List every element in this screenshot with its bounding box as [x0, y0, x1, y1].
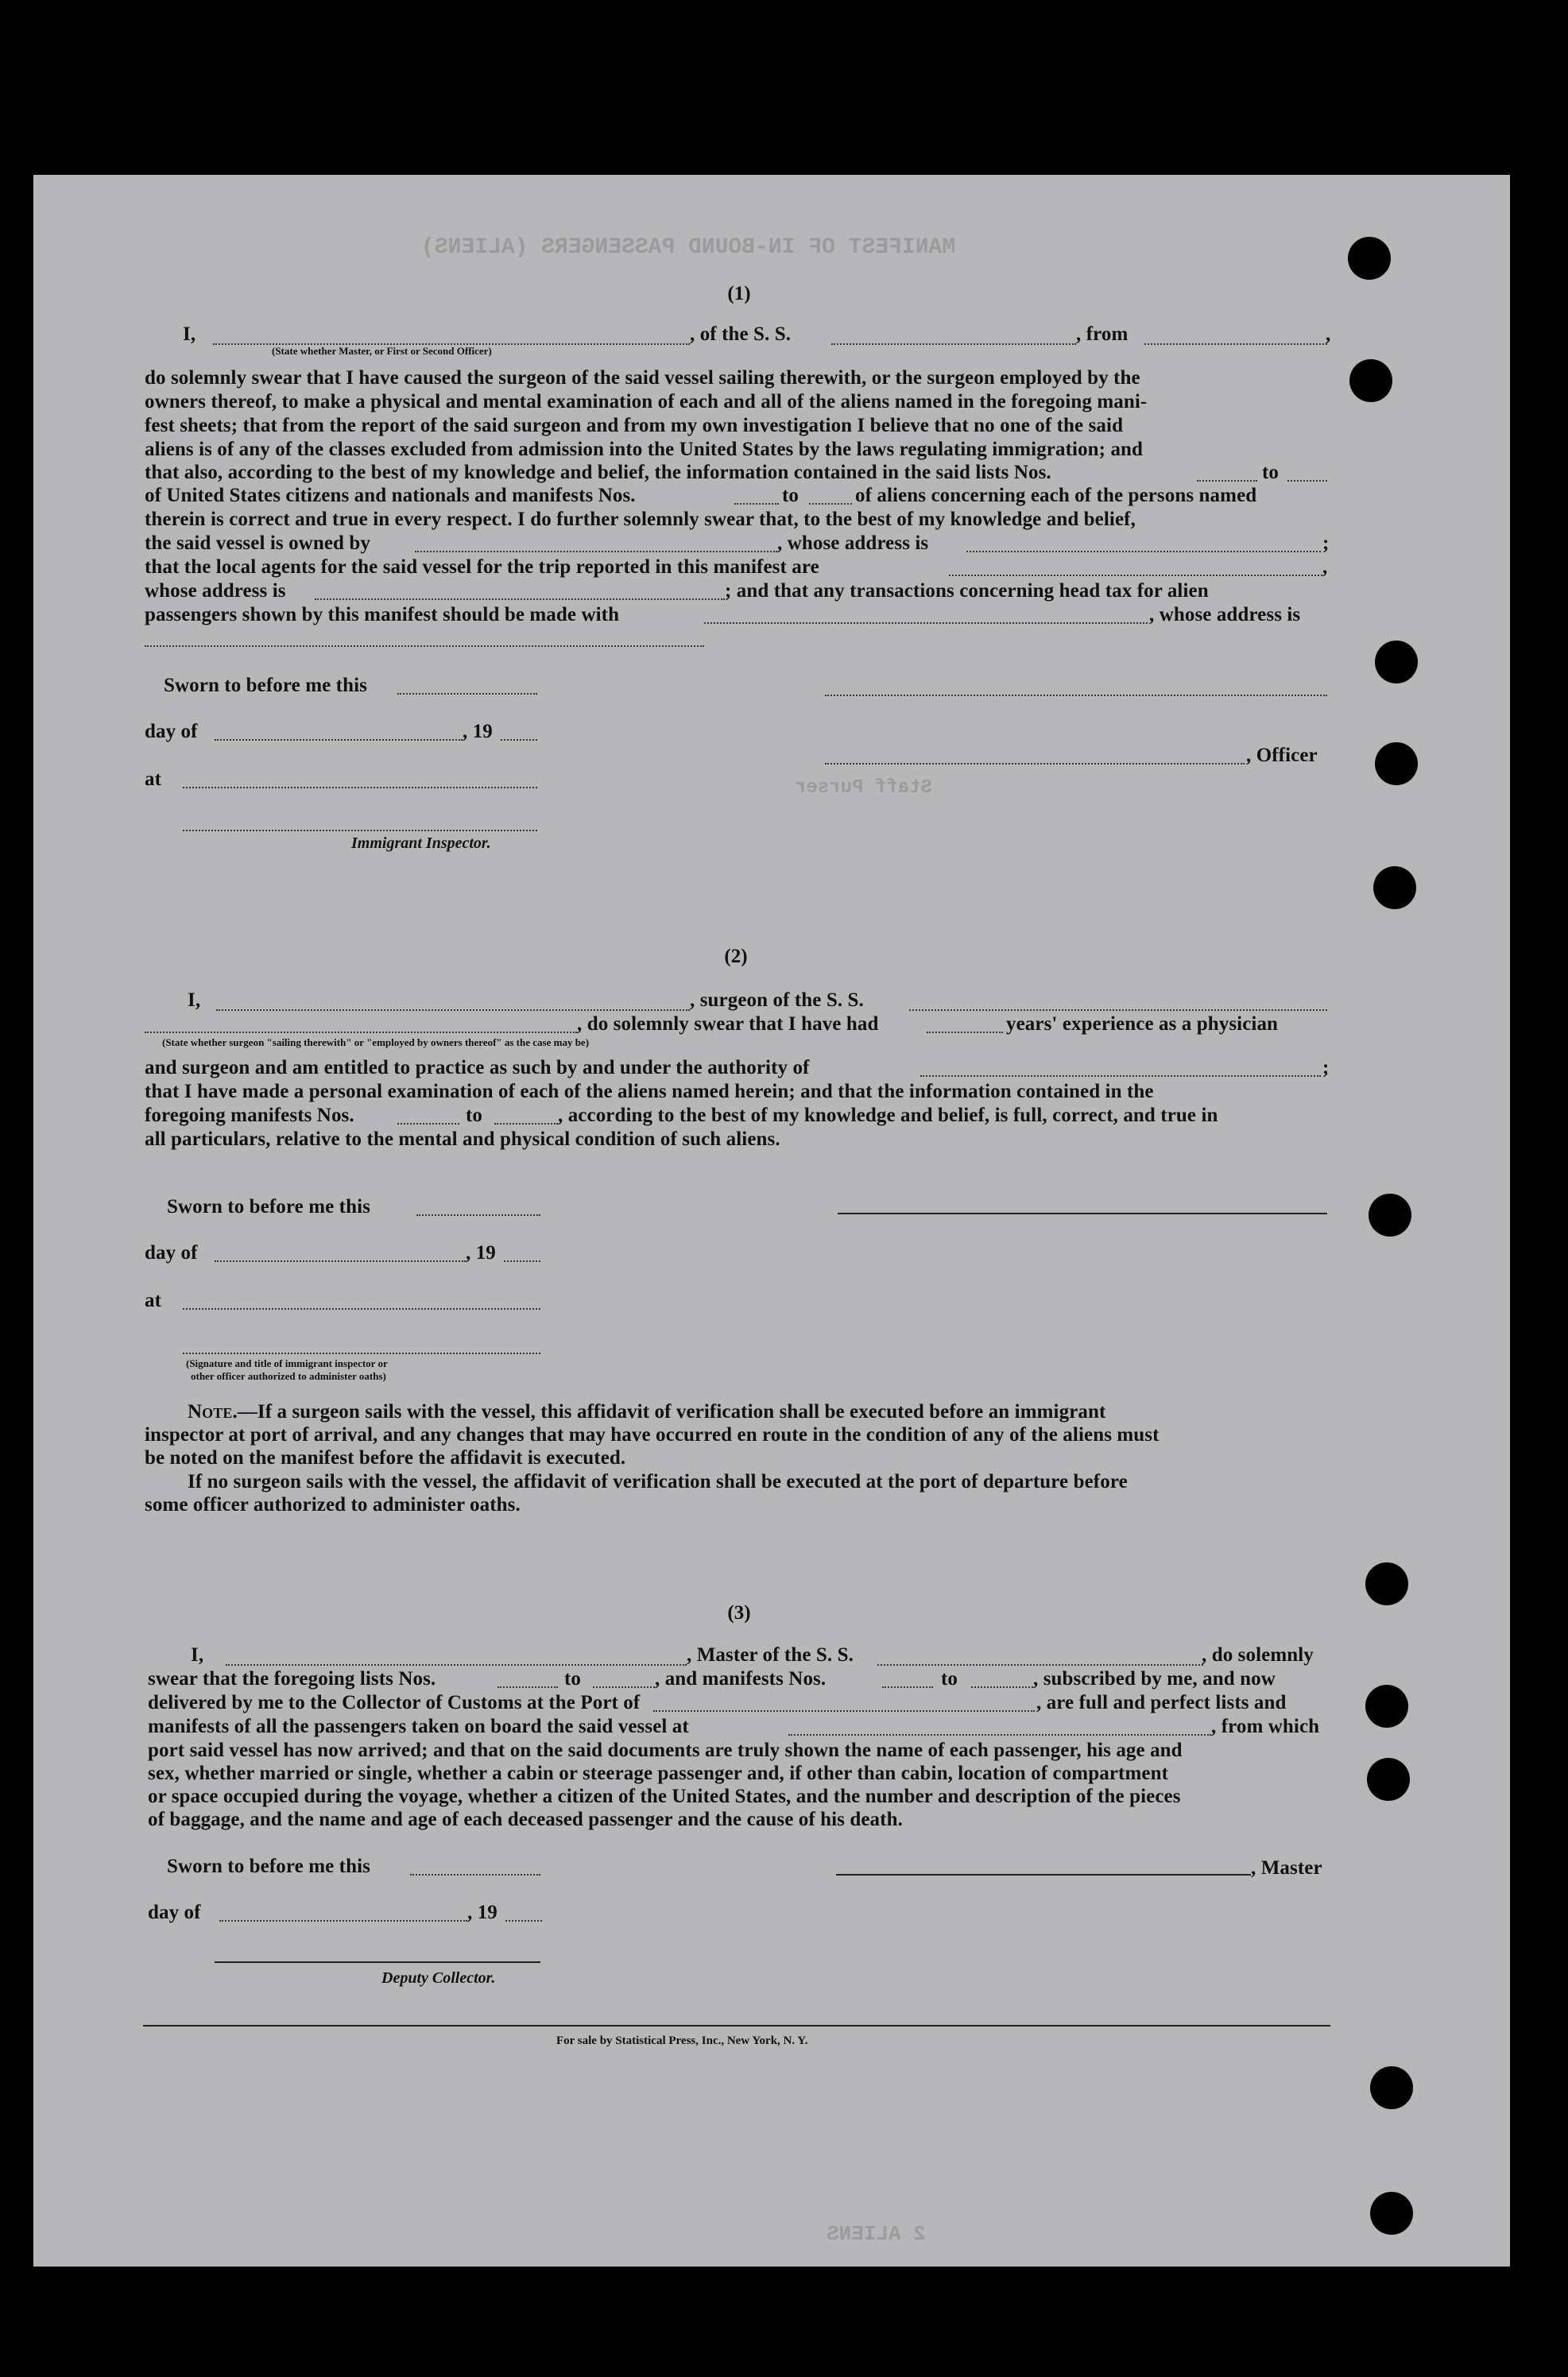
s3-taken-label: manifests of all the passengers taken on board the said vessel at [148, 1716, 689, 1737]
s3-port-label: delivered by me to the Collector of Customs at the Port of [148, 1692, 641, 1713]
s2-authority-blank [920, 1075, 1321, 1077]
s1-para-line: that also, according to the best of my knowledge and belief, the information contained in the said lists Nos. [145, 462, 1051, 483]
s1-from-blank [1144, 343, 1327, 345]
s2-sig-note: other officer authorized to administer oaths) [191, 1370, 386, 1382]
s1-inspector-label: Immigrant Inspector. [351, 834, 491, 852]
s1-agents-address-blank [315, 598, 725, 600]
punch-hole [1349, 359, 1392, 402]
s3-para-line: of baggage, and the name and age of each deceased passenger and the cause of his death. [148, 1809, 903, 1830]
s1-to: to [1262, 462, 1280, 483]
s1-owner-address-label: , whose address is [777, 532, 929, 554]
s1-year-blank [501, 739, 537, 741]
s1-para-line: ; and that any transactions concerning head tax for alien [725, 580, 1209, 602]
s1-officer-note: (State whether Master, or First or Second Officer) [272, 345, 492, 357]
s1-inspector-sign-blank [183, 830, 537, 831]
s3-master-sign-line [836, 1874, 1251, 1876]
s3-manifests-label: , and manifests Nos. [655, 1668, 827, 1690]
s1-comma: , [1326, 323, 1331, 345]
s3-collector-label: Deputy Collector. [381, 1969, 496, 1987]
s1-para-line: therein is correct and true in every respect. I do further solemnly swear that, to the best of my knowledge and belief, [145, 509, 1136, 530]
s3-lists-from-blank [498, 1686, 558, 1688]
s2-note-line: inspector at port of arrival, and any changes that may have occurred en route in the condition of any of the aliens must [145, 1424, 1160, 1446]
s3-lists-label: swear that the foregoing lists Nos. [148, 1668, 436, 1690]
section-3-heading: (3) [727, 1602, 751, 1624]
bleed-through-text: 2 ALIENS [827, 2222, 926, 2246]
punch-hole [1375, 641, 1418, 683]
s1-owner-address-blank [966, 551, 1321, 552]
s1-manifest-to-blank [809, 503, 852, 505]
s3-port-blank [653, 1710, 1035, 1712]
s1-headtax-label: passengers shown by this manifest should be made with [145, 604, 620, 625]
s1-agents-blank [949, 575, 1322, 576]
s1-para-line: owners thereof, to make a physical and mental examination of each and all of the aliens named in the foregoing mani- [145, 391, 1148, 412]
s3-lists-to-blank [593, 1686, 655, 1688]
bleed-through-text: Staff Purser [795, 777, 932, 799]
punch-hole [1373, 866, 1416, 909]
punch-hole [1369, 1194, 1411, 1237]
s1-headtax-address-blank [145, 645, 704, 647]
bleed-through-text: MANIFEST OF IN-BOUND PASSENGERS (ALIENS) [421, 235, 956, 260]
s1-ship-blank [831, 343, 1076, 345]
s3-i: I, [191, 1644, 204, 1666]
s1-agents-label: that the local agents for the said vessel for the trip reported in this manifest are [145, 556, 819, 578]
s1-day-label: day of [145, 721, 198, 742]
s3-master-of-ss: , Master of the S. S. [687, 1644, 854, 1666]
punch-hole [1370, 2066, 1413, 2109]
punch-hole [1375, 742, 1418, 785]
section-1-heading: (1) [727, 283, 751, 304]
s1-i: I, [183, 323, 196, 345]
s2-para-line: that I have made a personal examination of each of the aliens named herein; and that the information contained in the [145, 1081, 1154, 1102]
s3-para-line: , from which [1211, 1716, 1320, 1737]
s3-ship-blank [877, 1664, 1203, 1666]
s2-year-blank [504, 1260, 540, 1262]
s2-years-label: years' experience as a physician [1006, 1013, 1279, 1035]
s2-para-line: , according to the best of my knowledge and belief, is full, correct, and true in [558, 1105, 1218, 1126]
s2-surgeon-name-blank [216, 1009, 690, 1011]
s3-solemnly: , do solemnly [1202, 1644, 1314, 1666]
s2-note-line: be noted on the manifest before the affidavit is executed. [145, 1447, 626, 1469]
s2-sworn-label: Sworn to before me this [167, 1196, 370, 1218]
s1-comma: , [1322, 556, 1328, 578]
s3-para-line: sex, whether married or single, whether a cabin or steerage passenger and, if other than cabin, location of compartment [148, 1763, 1169, 1784]
s2-manifest-from-blank [397, 1123, 459, 1125]
s2-sworn-blank [416, 1214, 540, 1216]
s2-at-blank [183, 1308, 540, 1310]
s1-para-line: do solemnly swear that I have caused the surgeon of the said vessel sailing therewith, or the surgeon employed by the [145, 367, 1140, 389]
s3-day-label: day of [148, 1902, 201, 1923]
punch-hole [1370, 2192, 1413, 2235]
s3-para-line: port said vessel has now arrived; and that on the said documents are truly shown the name of each passenger, his age and [148, 1740, 1183, 1761]
s3-to: to [941, 1668, 958, 1690]
s3-day-blank [219, 1920, 467, 1922]
s3-manifests-to-blank [971, 1686, 1033, 1688]
s3-taken-blank [788, 1734, 1211, 1736]
s2-surgeon-of-ss: , surgeon of the S. S. [690, 989, 864, 1011]
s2-at-label: at [145, 1290, 162, 1311]
punch-hole [1365, 1685, 1408, 1728]
s2-surgeon-note: (State whether surgeon "sailing therewith" or "employed by owners thereof" as the case may be) [162, 1036, 590, 1048]
s2-to: to [466, 1105, 483, 1126]
s2-i: I, [188, 989, 201, 1011]
s1-para-line: aliens is of any of the classes excluded from admission into the United States by the laws regulating immigration; and [145, 439, 1144, 460]
s3-to: to [564, 1668, 582, 1690]
s2-note-line [188, 1400, 1105, 1424]
s3-collector-sign-line [215, 1961, 540, 1963]
s2-authority-label: and surgeon and am entitled to practice as such by and under the authority of [145, 1057, 810, 1078]
s3-para-line: , are full and perfect lists and [1036, 1692, 1287, 1713]
s2-note-line: some officer authorized to administer oaths. [145, 1494, 521, 1516]
s1-list-to-blank [1287, 480, 1327, 482]
s1-signature-blank [825, 695, 1327, 696]
s1-manifest-from-blank [734, 503, 779, 505]
s1-of-the-ss: , of the S. S. [690, 323, 792, 345]
section-2-heading: (2) [724, 946, 748, 967]
s1-at-label: at [145, 768, 162, 790]
s2-year-label: , 19 [466, 1242, 496, 1264]
s3-sworn-blank [410, 1874, 540, 1876]
punch-hole [1365, 1562, 1408, 1605]
s3-sworn-label: Sworn to before me this [167, 1856, 370, 1877]
s2-day-blank [215, 1260, 466, 1262]
s1-officer-sign-blank [825, 763, 1245, 765]
s1-sworn-label: Sworn to before me this [164, 675, 367, 696]
s1-headtax-blank [704, 622, 1148, 624]
s2-para-line: all particulars, relative to the mental and physical condition of such aliens. [145, 1128, 780, 1150]
s1-list-from-blank [1197, 480, 1257, 482]
s1-year-label: , 19 [463, 721, 493, 742]
s2-note-text: —If a surgeon sails with the vessel, this affidavit of verification shall be executed before an immigrant [237, 1401, 1106, 1423]
s1-owner-blank [415, 551, 777, 552]
s2-signature-line [838, 1213, 1327, 1214]
s2-years-blank [927, 1032, 1003, 1033]
footer-rule [143, 2025, 1330, 2027]
s2-ship-blank [909, 1009, 1327, 1011]
s1-semicolon: ; [1322, 532, 1330, 554]
s3-master-name-blank [226, 1664, 687, 1666]
s3-master-label: , Master [1251, 1857, 1322, 1879]
s3-subscribed: , subscribed by me, and now [1033, 1668, 1276, 1690]
s1-owner-label: the said vessel is owned by [145, 532, 370, 554]
s2-note-label: Note. [188, 1401, 238, 1423]
s1-to: to [782, 485, 799, 506]
s2-day-label: day of [145, 1242, 198, 1264]
s3-year-blank [505, 1920, 542, 1922]
s2-sailing-status-blank [145, 1032, 577, 1033]
s2-note-line: If no surgeon sails with the vessel, the affidavit of verification shall be executed at the port of departure before [188, 1471, 1128, 1492]
s1-from: , from [1076, 323, 1129, 345]
s1-day-blank [215, 739, 463, 741]
s3-manifests-from-blank [882, 1686, 933, 1688]
printer-footer: For sale by Statistical Press, Inc., New York, N. Y. [556, 2034, 808, 2047]
s1-para-line: of United States citizens and nationals and manifests Nos. [145, 485, 636, 506]
s2-manifests-label: foregoing manifests Nos. [145, 1105, 354, 1126]
s2-inspector-sign-blank [183, 1353, 540, 1354]
punch-hole [1367, 1758, 1410, 1801]
s1-para-line: fest sheets; that from the report of the said surgeon and from my own investigation I believe that no one of the said [145, 415, 1124, 436]
s1-at-blank [183, 787, 537, 788]
s3-year-label: , 19 [467, 1902, 498, 1923]
s2-sig-note: (Signature and title of immigrant inspector or [186, 1357, 388, 1369]
s2-manifest-to-blank [494, 1123, 558, 1125]
s1-sworn-blank [397, 693, 537, 695]
s1-para-line: of aliens concerning each of the persons named [855, 485, 1257, 506]
s1-headtax-address-label: , whose address is [1149, 604, 1301, 625]
s2-semicolon: ; [1322, 1057, 1330, 1078]
s1-agents-address-label: whose address is [145, 580, 286, 602]
s2-swear-label: , do solemnly swear that I have had [577, 1013, 879, 1035]
s1-officer-label: , Officer [1246, 745, 1318, 766]
punch-hole [1348, 237, 1391, 280]
s3-para-line: or space occupied during the voyage, whether a citizen of the United States, and the number and description of the pieces [148, 1786, 1181, 1807]
